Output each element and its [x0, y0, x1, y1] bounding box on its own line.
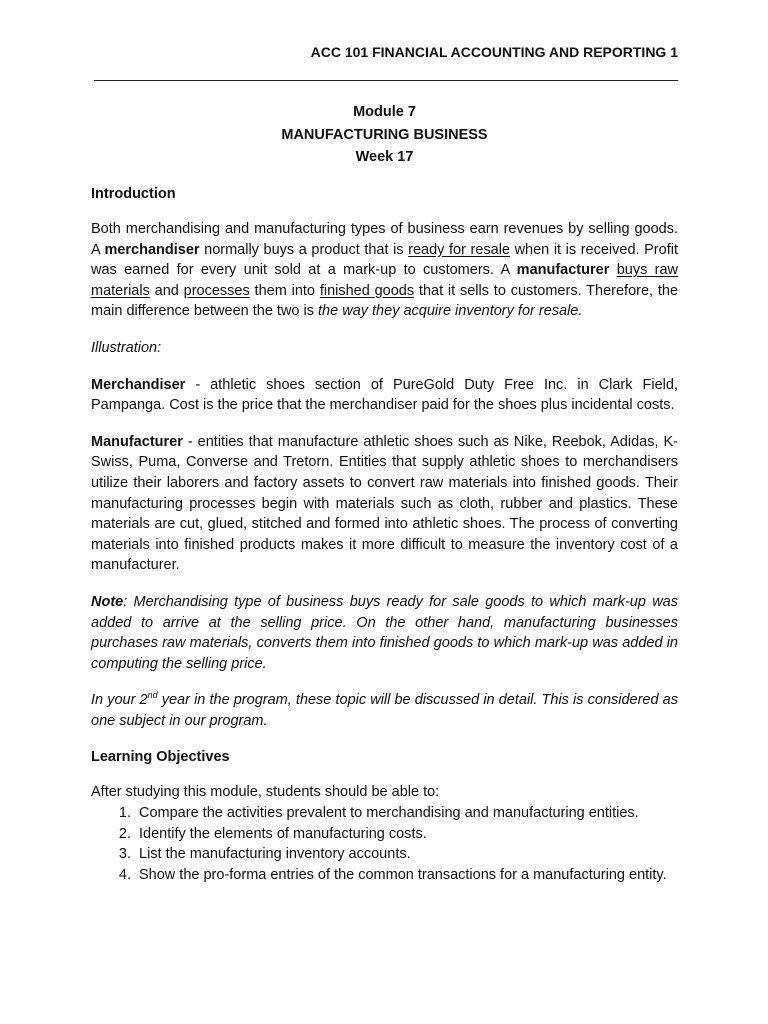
module-week: Week 17 [355, 149, 414, 165]
year-note-text-2: year in the program, these topic will be discussed in detail. This is considered as one subject in our program. [91, 692, 678, 729]
year-note-text-1: In your 2 [91, 692, 148, 709]
course-header: ACC 101 FINANCIAL ACCOUNTING AND REPORTING 1 [310, 44, 678, 60]
intro-text-3: when it is received. Profit was earned for every unit sold at a mark-up to customers. A [91, 241, 678, 279]
intro-text-4 [609, 262, 616, 278]
intro-italic-conclusion: the way they acquire inventory for resale. [318, 303, 583, 320]
introduction-heading: Introduction [91, 186, 176, 202]
intro-text-7: that it sells to customers. Therefore, the main difference between the two is [91, 282, 679, 320]
module-content [91, 184, 678, 885]
manufacturer-text: - entities that manufacture athletic shoes such as Nike, Reebok, Adidas, K-Swiss, Puma, Converse and Tretorn. Entities that supply athletic shoes to merchandisers utilize their laborers and factory assets to convert raw materials into finished goods. Their manufacturing processes begin with materials such as cloth, rubber and plastics. These materials are cut, glued, stitched and formed into athletic shoes. The process of converting materials into finished products makes it more difficult to measure the inventory cost of a manufacturer. [91, 433, 678, 574]
intro-text-5: and [149, 282, 184, 299]
list-item: 4. Show the pro-forma entries of the common transactions for a manufacturing entity. [135, 865, 678, 886]
note-text: : Merchandising type of business buys ready for sale goods to which mark-up was added to arrive at the selling price. On the other hand, manufacturing businesses purchases raw materials, converts them into finished goods to which mark-up was added in computing the selling price. [91, 593, 678, 672]
list-item: 2. Identify the elements of manufacturing costs. [135, 824, 678, 845]
learning-objectives-heading: Learning Objectives [91, 749, 230, 766]
module-title: MANUFACTURING BUSINESS [281, 126, 488, 143]
intro-text-6: them into [249, 282, 320, 299]
list-item: 1. Compare the activities prevalent to merchandising and manufacturing entities. [135, 803, 678, 824]
objectives-list [91, 803, 678, 885]
note-paragraph [91, 592, 678, 674]
ordinal-superscript: nd [147, 690, 158, 701]
intro-text-1: Both merchandising and manufacturing types of business earn revenues by selling goods. A [91, 221, 678, 258]
manufacturer-paragraph [91, 432, 678, 576]
objectives-intro: After studying this module, students should be able to: [91, 784, 440, 801]
underlined-processes: processes [183, 282, 250, 299]
note-label: Note [91, 593, 124, 610]
module-title-block [91, 101, 678, 169]
term-merchandiser: merchandiser [104, 241, 200, 258]
year-note-paragraph [91, 690, 678, 731]
intro-text-2: normally buys a product that is [199, 241, 409, 258]
module-number: Module 7 [353, 104, 416, 120]
introduction-paragraph [91, 219, 678, 322]
list-item: 3. List the manufacturing inventory accounts. [135, 844, 678, 865]
merchandiser-text: - athletic shoes section of PureGold Duty Free Inc. in Clark Field, Pampanga. Cost is the price that the merchandiser paid for the shoes plus incidental costs. [91, 376, 678, 414]
header-divider [94, 80, 678, 81]
manufacturer-term: Manufacturer [91, 433, 183, 450]
illustration-label: Illustration: [91, 339, 162, 356]
underlined-finished-goods: finished goods [319, 282, 415, 299]
term-manufacturer: manufacturer [516, 262, 610, 279]
underlined-ready-for-resale: ready for resale [408, 241, 510, 258]
merchandiser-paragraph [91, 375, 678, 416]
underlined-buys-raw-materials: buys raw materials [91, 262, 679, 299]
merchandiser-term: Merchandiser [91, 376, 186, 393]
